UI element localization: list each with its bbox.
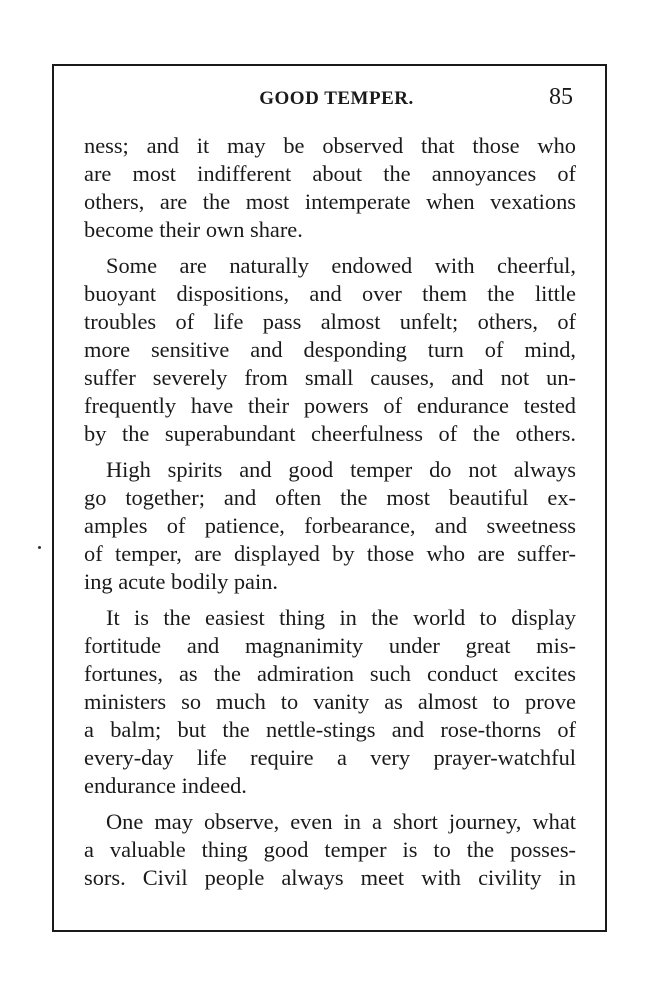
text-line: High spirits and good temper do not always bbox=[106, 457, 576, 482]
text-line: sors. Civil people always meet with civility in bbox=[84, 865, 576, 890]
text-line: become their own share. bbox=[84, 217, 303, 242]
text-line: buoyant dispositions, and over them the little bbox=[84, 281, 576, 306]
running-head bbox=[52, 86, 607, 116]
paragraph-3 bbox=[84, 456, 576, 596]
text-line: go together; and often the most beautiful ex- bbox=[84, 485, 576, 510]
text-line: every-day life require a very prayer-watchful bbox=[84, 745, 576, 770]
margin-speck bbox=[38, 546, 41, 549]
text-line: frequently have their powers of endurance tested bbox=[84, 393, 576, 418]
running-title: GOOD TEMPER. bbox=[259, 88, 414, 109]
text-line: of temper, are displayed by those who are suffer- bbox=[84, 541, 576, 566]
text-line: more sensitive and desponding turn of mind, bbox=[84, 337, 576, 362]
text-line: a balm; but the nettle-stings and rose-thorns of bbox=[84, 717, 576, 742]
text-line: are most indifferent about the annoyances of bbox=[84, 161, 576, 186]
text-line: ministers so much to vanity as almost to prove bbox=[84, 689, 576, 714]
paragraph-4 bbox=[84, 604, 576, 800]
body-text bbox=[84, 132, 576, 892]
text-line: endurance indeed. bbox=[84, 773, 247, 798]
text-line: ness; and it may be observed that those who bbox=[84, 133, 576, 158]
text-line: suffer severely from small causes, and not un- bbox=[84, 365, 576, 390]
paragraph-5 bbox=[84, 808, 576, 892]
text-line: ing acute bodily pain. bbox=[84, 569, 279, 594]
text-line: Some are naturally endowed with cheerful, bbox=[106, 253, 576, 278]
text-line: a valuable thing good temper is to the posses- bbox=[84, 837, 576, 862]
text-line: It is the easiest thing in the world to display bbox=[106, 605, 576, 630]
text-line: others, are the most intemperate when vexations bbox=[84, 189, 576, 214]
text-line: One may observe, even in a short journey, what bbox=[106, 809, 576, 834]
paragraph-1 bbox=[84, 132, 576, 244]
text-line: by the superabundant cheerfulness of the others. bbox=[84, 421, 576, 446]
text-line: fortitude and magnanimity under great mis- bbox=[84, 633, 576, 658]
text-line: troubles of life pass almost unfelt; others, of bbox=[84, 309, 576, 334]
text-line: fortunes, as the admiration such conduct excites bbox=[84, 661, 576, 686]
text-line: amples of patience, forbearance, and sweetness bbox=[84, 513, 576, 538]
page-number: 85 bbox=[549, 84, 573, 110]
paragraph-2 bbox=[84, 252, 576, 448]
